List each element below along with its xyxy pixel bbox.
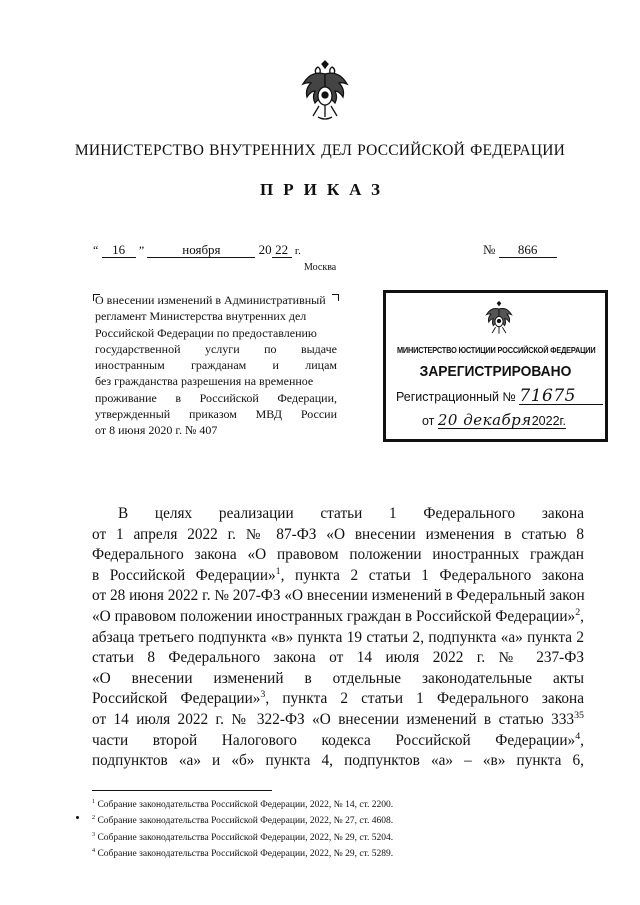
footnote-ref: 1	[275, 565, 281, 577]
body-line-text: статьи 8 Федерального закона от 14 июля 2022 г. № 237-ФЗ	[92, 649, 584, 667]
date-month: ноября	[147, 243, 255, 258]
body-line	[92, 689, 584, 710]
body-line	[92, 504, 584, 525]
footnote-text: Собрание законодательства Российской Федерации, 2022, № 29, ст. 5204.	[97, 832, 394, 843]
page-mark	[76, 816, 79, 819]
footnote-text: Собрание законодательства Российской Федерации, 2022, № 14, ст. 2200.	[97, 800, 394, 810]
number-sign: №	[483, 242, 496, 257]
body-line-text: абзаца третьего подпункта «в» пункта 19 статьи 2, подпункта «а» пункта 2	[92, 628, 584, 646]
stamp-reg-number	[396, 386, 603, 406]
body-line	[92, 731, 584, 752]
footnote-ref: 35	[574, 709, 584, 721]
stamp-date-year: 2022г.	[531, 414, 567, 428]
ministry-name: МИНИСТЕРСТВО ВНУТРЕННИХ ДЕЛ РОССИЙСКОЙ ФЕДЕРАЦИИ	[74, 142, 566, 159]
stamp-ministry: МИНИСТЕРСТВО ЮСТИЦИИ РОССИЙСКОЙ ФЕДЕРАЦИИ	[396, 346, 596, 355]
footnote	[92, 830, 393, 846]
subject-line: без гражданства разрешения на временное	[95, 374, 314, 389]
stamp-reg-date	[422, 413, 566, 429]
registration-stamp	[383, 290, 608, 442]
document-title: ПРИКАЗ	[260, 180, 390, 199]
subject-line: иностранным гражданам и лицам	[95, 358, 337, 373]
body-line-text: от 14 июля 2022 г. № 322-ФЗ «О внесении изменений в статью 333	[92, 710, 575, 728]
footnote	[92, 813, 393, 829]
footnote-number: 1	[92, 798, 96, 805]
stamp-reg-label: Регистрационный №	[396, 390, 516, 404]
subject-line: от 8 июня 2020 г. № 407	[95, 423, 218, 438]
footnotes	[92, 797, 393, 862]
stamp-date-prefix: от	[422, 414, 435, 428]
body-line	[92, 586, 584, 607]
subject-line: утвержденный приказом МВД России	[95, 407, 337, 422]
body-line-text: «О правовом положении иностранных граждан в Российской Федерации»	[92, 607, 576, 625]
footnote-number: 3	[92, 831, 96, 838]
date-day: 16	[102, 243, 136, 258]
body-line	[92, 669, 584, 690]
date-year-suffix: 22	[272, 243, 292, 258]
document-subject	[95, 292, 337, 439]
body-line-text: от 28 июня 2022 г. № 207-ФЗ «О внесении изменений в Федеральный закон	[92, 587, 585, 605]
body-line	[92, 648, 584, 669]
footnote-separator	[92, 790, 272, 791]
date-close-quote: ”	[138, 243, 145, 257]
date-year-prefix: 20	[258, 242, 272, 257]
body-line	[92, 545, 584, 566]
body-line-text: подпунктов «а» и «б» пункта 4, подпунктов «а» – «в» пункта 6,	[92, 752, 584, 770]
footnote-text: Собрание законодательства Российской Федерации, 2022, № 27, ст. 4608.	[97, 816, 394, 827]
body-line	[92, 566, 584, 587]
body-line	[92, 525, 584, 546]
body-line	[92, 628, 584, 649]
double-headed-eagle-icon	[296, 60, 354, 130]
footnote-number: 4	[92, 847, 96, 854]
footnote	[92, 846, 393, 862]
body-line	[92, 607, 584, 628]
number-value: 866	[499, 243, 557, 258]
body-line-text: части второй Налогового кодекса Российской Федерации»	[92, 731, 576, 749]
footnote	[92, 797, 393, 813]
footnote-number: 2	[92, 815, 96, 822]
body-line-text: , пункта 2 статьи 1 Федерального закона	[280, 566, 584, 584]
body-line	[92, 710, 584, 731]
body-line-text: ,	[580, 607, 584, 625]
body-line-text: от 1 апреля 2022 г. № 87-ФЗ «О внесении изменения в статью 8	[92, 525, 584, 543]
body-line-text: ,	[580, 731, 584, 749]
body-text	[92, 504, 584, 772]
body-line-text: в Российской Федерации»	[92, 566, 276, 584]
date-open-quote: “	[93, 243, 99, 257]
footnote-ref: 4	[575, 730, 581, 742]
date-year-abbr: г.	[294, 245, 301, 257]
footnote-ref: 2	[575, 606, 581, 618]
body-line-text: «О внесении изменений в отдельные законодательные акты	[92, 669, 584, 687]
subject-line: государственной услуги по выдаче	[95, 341, 337, 356]
subject-line: Российской Федерации по предоставлению	[95, 325, 317, 340]
subject-line: проживание в Российской Федерации,	[95, 390, 337, 405]
body-line-text: , пункта 2 статьи 1 Федерального закона	[265, 690, 584, 708]
document-number	[483, 242, 557, 258]
double-headed-eagle-icon	[482, 301, 516, 341]
subject-line: О внесении изменений в Административный	[95, 293, 326, 307]
body-line-text: Российской Федерации»	[92, 690, 261, 708]
footnote-text: Собрание законодательства Российской Федерации, 2022, № 29, ст. 5289.	[97, 848, 394, 859]
body-line	[92, 751, 584, 772]
stamp-date-value: 20 декабря	[437, 411, 532, 429]
city: Москва	[304, 262, 337, 273]
subject-line: регламент Министерства внутренних дел	[95, 309, 307, 324]
stamp-registered: ЗАРЕГИСТРИРОВАНО	[419, 363, 572, 380]
footnote-ref: 3	[260, 689, 266, 701]
body-line-text: В целях реализации статьи 1 Федерального закона	[118, 505, 584, 522]
document-date	[93, 242, 301, 258]
stamp-reg-value: 71675	[519, 389, 603, 405]
body-line-text: Федерального закона «О правовом положении иностранных граждан	[92, 546, 584, 564]
